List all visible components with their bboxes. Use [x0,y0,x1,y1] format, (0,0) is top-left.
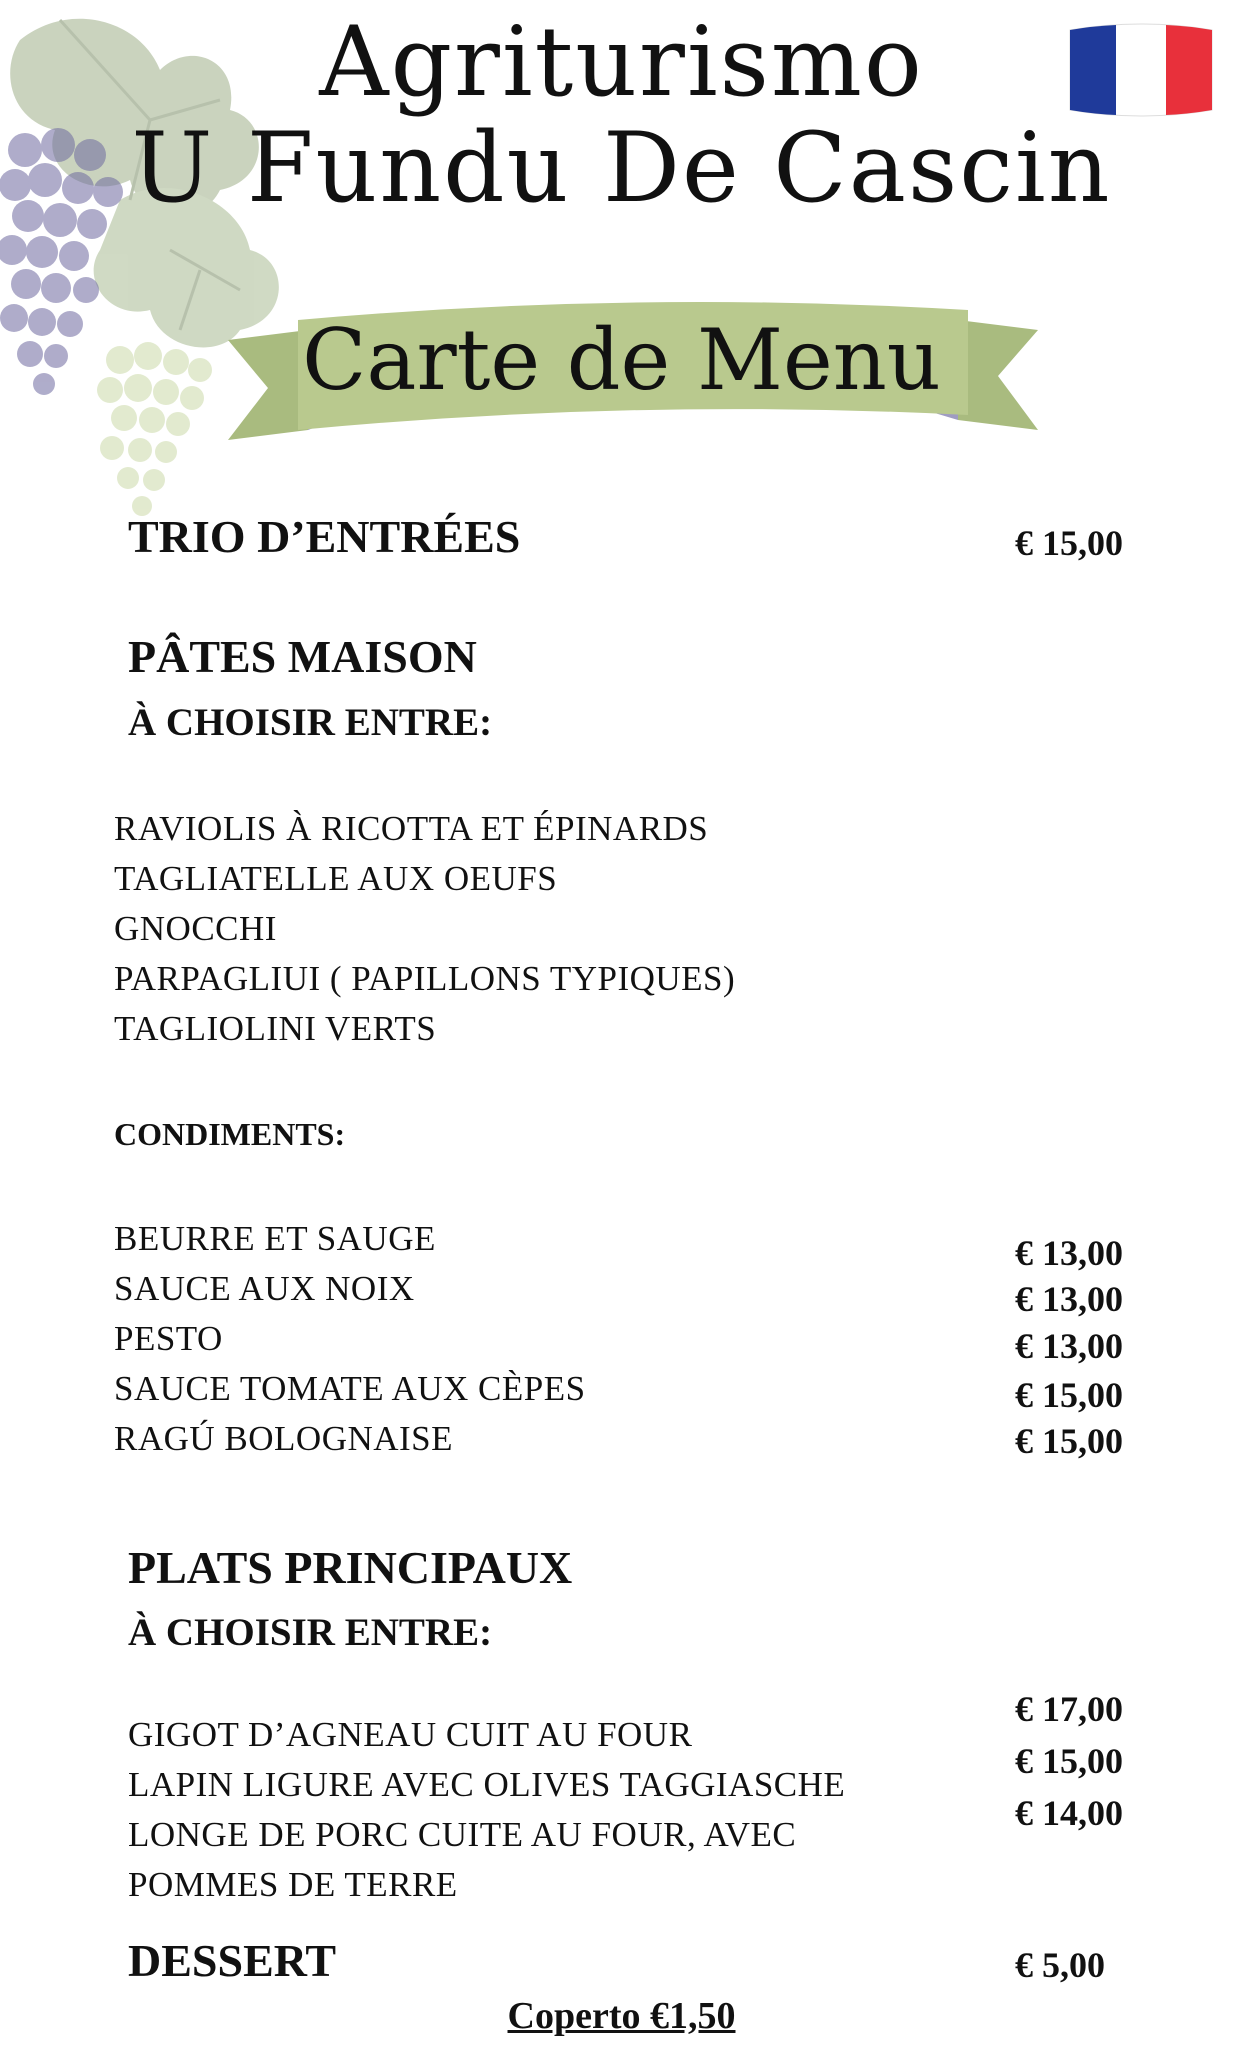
list-item: RAGÚ BOLOGNAISE [114,1419,454,1458]
price-plat: € 15,00 [1015,1741,1123,1781]
price-condiment: € 13,00 [1015,1279,1123,1319]
price-dessert: € 5,00 [1015,1945,1105,1985]
price-condiment: € 15,00 [1015,1421,1123,1461]
list-item: SAUCE AUX NOIX [114,1269,415,1308]
list-item: RAVIOLIS À RICOTTA ET ÉPINARDS [114,809,709,848]
list-item: LONGE DE PORC CUITE AU FOUR, AVEC [128,1815,797,1854]
section-title-plats: PLATS PRINCIPAUX [128,1542,573,1593]
coperto-note: Coperto €1,50 [507,1995,736,2037]
price-condiment: € 13,00 [1015,1233,1123,1273]
price-condiment: € 13,00 [1015,1326,1123,1366]
plats-list [128,1710,845,1910]
list-item: TAGLIOLINI VERTS [114,1009,437,1048]
section-title-condiments: CONDIMENTS: [114,1116,346,1152]
section-title-dessert: DESSERT [128,1935,337,1986]
list-item: PARPAGLIUI ( PAPILLONS TYPIQUES) [114,959,736,998]
list-item: SAUCE TOMATE AUX CÈPES [114,1369,586,1408]
list-item: GIGOT D’AGNEAU CUIT AU FOUR [128,1715,693,1754]
list-item: LAPIN LIGURE AVEC OLIVES TAGGIASCHE [128,1765,846,1804]
list-item: PESTO [114,1319,223,1358]
price-condiment: € 15,00 [1015,1375,1123,1415]
menu-ribbon-label: Carte de Menu [302,311,941,409]
restaurant-title-line2: U Fundu De Cascin [131,112,1112,224]
price-plat: € 14,00 [1015,1793,1123,1833]
section-title-pates: PÂTES MAISON [128,631,477,682]
section-title-trio: TRIO D’ENTRÉES [128,511,521,562]
price-trio: € 15,00 [1015,523,1123,563]
list-item: TAGLIATELLE AUX OEUFS [114,859,558,898]
price-plat: € 17,00 [1015,1689,1123,1729]
restaurant-title-line1: Agriturismo [319,6,924,118]
pates-list [114,804,735,1054]
list-item: GNOCCHI [114,909,277,948]
list-item: BEURRE ET SAUGE [114,1219,436,1258]
list-item: POMMES DE TERRE [128,1865,458,1904]
condiments-list [114,1214,586,1464]
section-subtitle-pates: À CHOISIR ENTRE: [128,701,493,744]
section-subtitle-plats: À CHOISIR ENTRE: [128,1611,493,1654]
